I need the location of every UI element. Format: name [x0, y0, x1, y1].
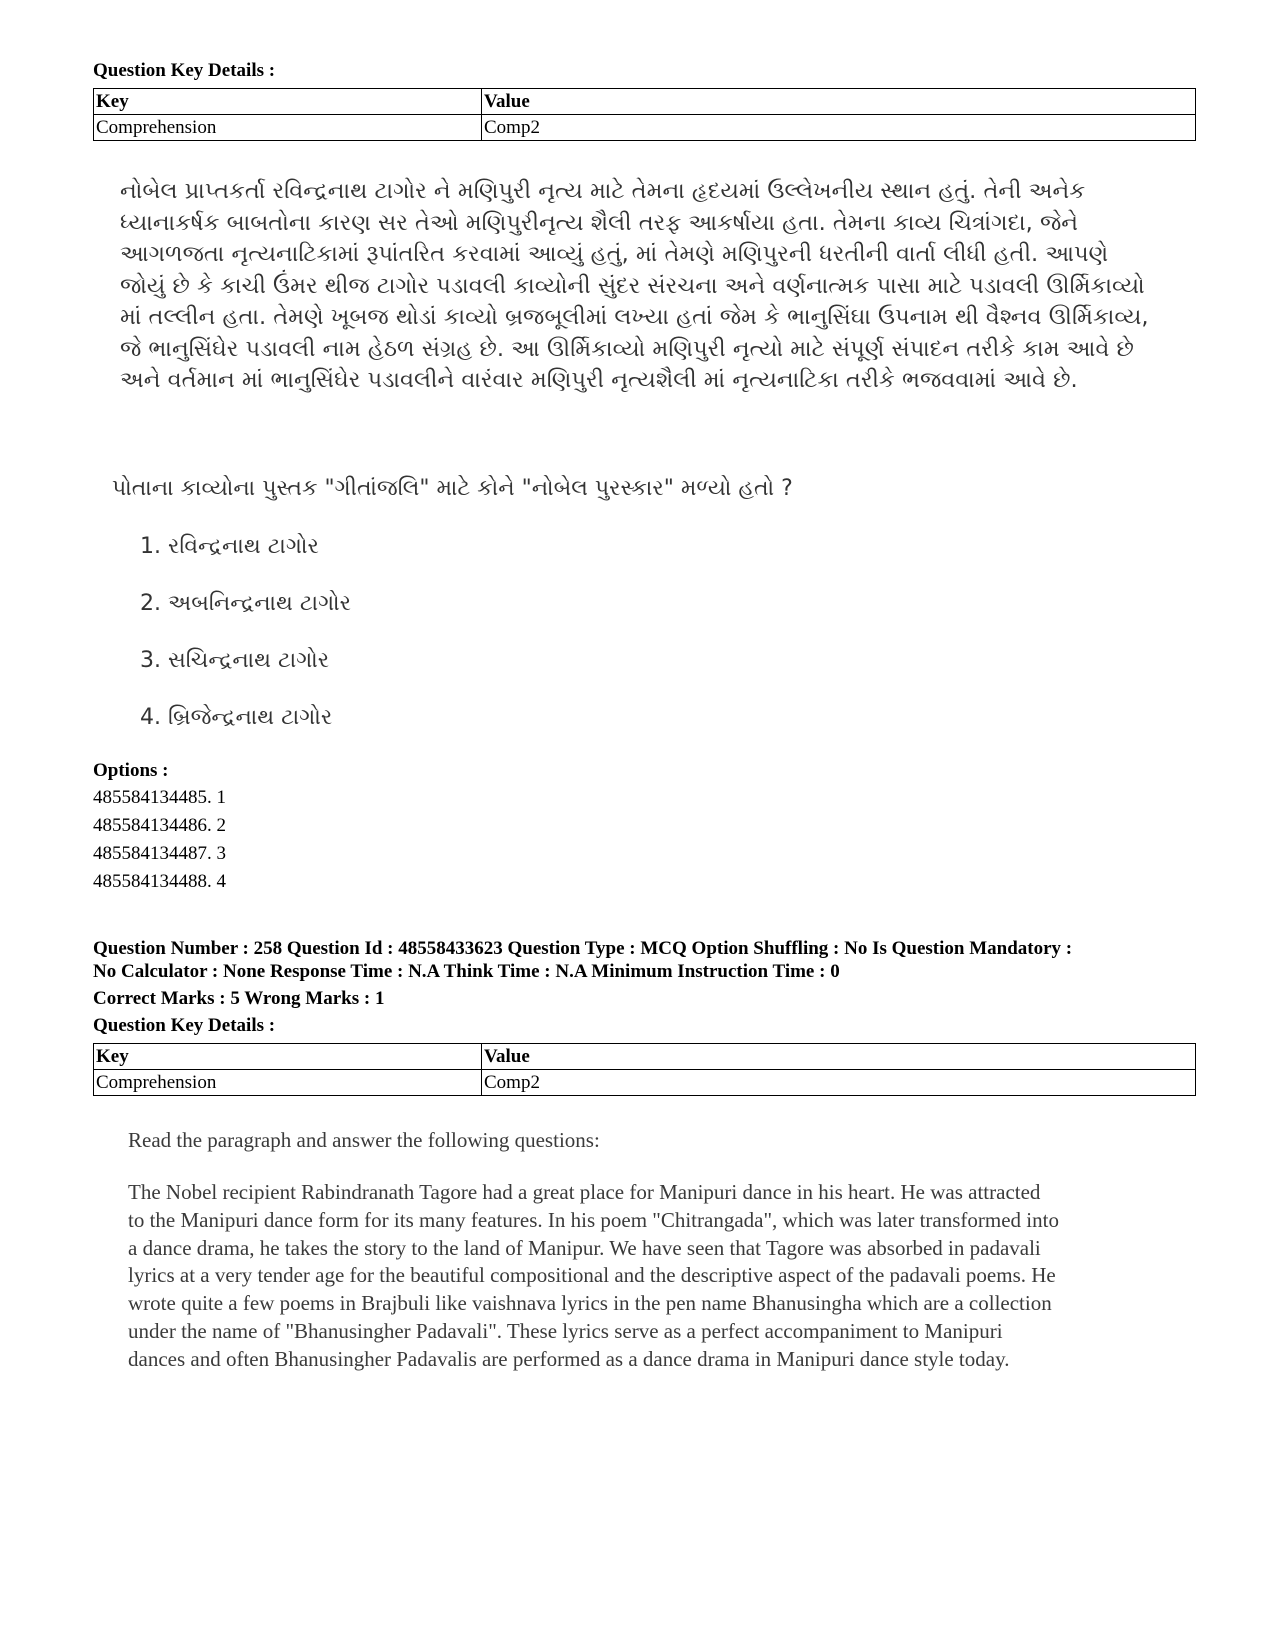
option-id-item: 485584134485. 1	[93, 787, 226, 808]
table-cell-value: Comp2	[482, 1070, 1196, 1096]
question-meta-line-1: Question Number : 258 Question Id : 48558433623 Question Type : MCQ Option Shuffling : No Is Question Mandatory :	[93, 938, 1073, 959]
gujarati-option: 1. રવિન્દ્રનાથ ટાગોર	[140, 534, 319, 559]
gujarati-option: 4. બ્રિજેન્દ્રનાથ ટાગોર	[140, 705, 333, 730]
gujarati-question-text: પોતાના કાવ્યોના પુસ્તક "ગીતાંજલિ" માટે કોને "નોબેલ પુરસ્કાર" મળ્યો હતો ?	[112, 476, 793, 501]
option-id-item: 485584134488. 4	[93, 871, 226, 892]
question-key-details-heading: Question Key Details :	[93, 60, 276, 81]
marks-line: Correct Marks : 5 Wrong Marks : 1	[93, 988, 385, 1009]
gujarati-option: 3. સચિન્દ્રનાથ ટાગોર	[140, 648, 330, 673]
passage-line: જોયું છે કે કાચી ઉંમર થીજ ટાગોર પડાવલી કાવ્યોની સુંદર સંરચના અને વર્ણનાત્મક પાસા માટે પડાવલી ઊર્મિકાવ્યો	[120, 272, 1145, 299]
option-id-item: 485584134486. 2	[93, 815, 226, 836]
table-cell-key: Comprehension	[94, 115, 482, 141]
passage-line: a dance drama, he takes the story to the land of Manipur. We have seen that Tagore was absorbed in padavali	[128, 1235, 1041, 1260]
options-heading: Options :	[93, 760, 169, 781]
passage-line: અને વર્તમાન માં ભાનુસિંઘેર પડાવલીને વારંવાર મણિપુરી નૃત્યશૈલી માં નૃત્યનાટિકા તરીકે ભજવવામાં આવે છે.	[120, 367, 1078, 393]
table-header-value: Value	[482, 89, 1196, 115]
table-cell-value: Comp2	[482, 115, 1196, 141]
table-header-key: Key	[94, 1044, 482, 1070]
passage-line: to the Manipuri dance form for its many features. In his poem "Chitrangada", which was later transformed into	[128, 1207, 1059, 1232]
table-row	[94, 115, 1196, 141]
options-list	[93, 784, 226, 896]
passage-line: wrote quite a few poems in Brajbuli like vaishnava lyrics in the pen name Bhanusingha which are a collection	[128, 1291, 1052, 1316]
passage-line: નોબેલ પ્રાપ્તકર્તા રવિન્દ્રનાથ ટાગોર ને મણિપુરી નૃત્ય માટે તેમના હૃદયમાં ઉલ્લેખનીય સ્થાન હતું. તેની અનેક	[120, 178, 1086, 204]
passage-line: dances and often Bhanusingher Padavalis are performed as a dance drama in Manipuri dance style today.	[128, 1346, 1010, 1371]
table-header-row	[94, 1044, 1196, 1070]
question-key-details-heading-2: Question Key Details :	[93, 1015, 276, 1036]
passage-line: ધ્યાનાકર્ષક બાબતોના કારણ સર તેઓ મણિપુરીનૃત્ય શૈલી તરફ આકર્ષાયા હતા. તેમના કાવ્ય ચિત્રાંગદા, જેને	[120, 209, 1079, 236]
table-header-row	[94, 89, 1196, 115]
table-header-value: Value	[482, 1044, 1196, 1070]
english-instruction: Read the paragraph and answer the following questions:	[128, 1128, 600, 1152]
gujarati-option: 2. અબનિન્દ્રનાથ ટાગોર	[140, 591, 352, 616]
question-key-table-2	[93, 1043, 1196, 1096]
question-meta-line-2: No Calculator : None Response Time : N.A Think Time : N.A Minimum Instruction Time : 0	[93, 961, 840, 982]
gujarati-passage	[120, 176, 1200, 397]
english-passage	[128, 1179, 1198, 1374]
table-cell-key: Comprehension	[94, 1070, 482, 1096]
passage-line: The Nobel recipient Rabindranath Tagore had a great place for Manipuri dance in his heart. He was attracted	[128, 1180, 1041, 1204]
passage-line: lyrics at a very tender age for the beautiful compositional and the descriptive aspect of the padavali poems. He	[128, 1263, 1056, 1288]
passage-line: જે ભાનુસિંઘેર પડાવલી નામ હેઠળ સંગ્રહ છે. આ ઊર્મિકાવ્યો મણિપુરી નૃત્યો માટે સંપૂર્ણ સંપાદન તરીકે કામ આવે છે	[120, 335, 1134, 362]
table-header-key: Key	[94, 89, 482, 115]
table-row	[94, 1070, 1196, 1096]
passage-line: under the name of "Bhanusingher Padavali". These lyrics serve as a perfect accompaniment to Manipuri	[128, 1318, 1003, 1343]
option-id-item: 485584134487. 3	[93, 843, 226, 864]
passage-line: આગળજતા નૃત્યનાટિકામાં રૂપાંતરિત કરવામાં આવ્યું હતું, માં તેમણે મણિપુરની ધરતીની વાર્તા લીધી હતી. આપણે	[120, 241, 1109, 267]
passage-line: માં તલ્લીન હતા. તેમણે ખૂબજ થોડાં કાવ્યો બ્રજબૂલીમાં લખ્યા હતાં જેમ કે ભાનુસિંઘા ઉપનામ થી વૈશ્નવ ઊર્મિકાવ્ય,	[120, 304, 1149, 330]
gujarati-option-list	[140, 534, 351, 762]
question-key-table	[93, 88, 1196, 141]
